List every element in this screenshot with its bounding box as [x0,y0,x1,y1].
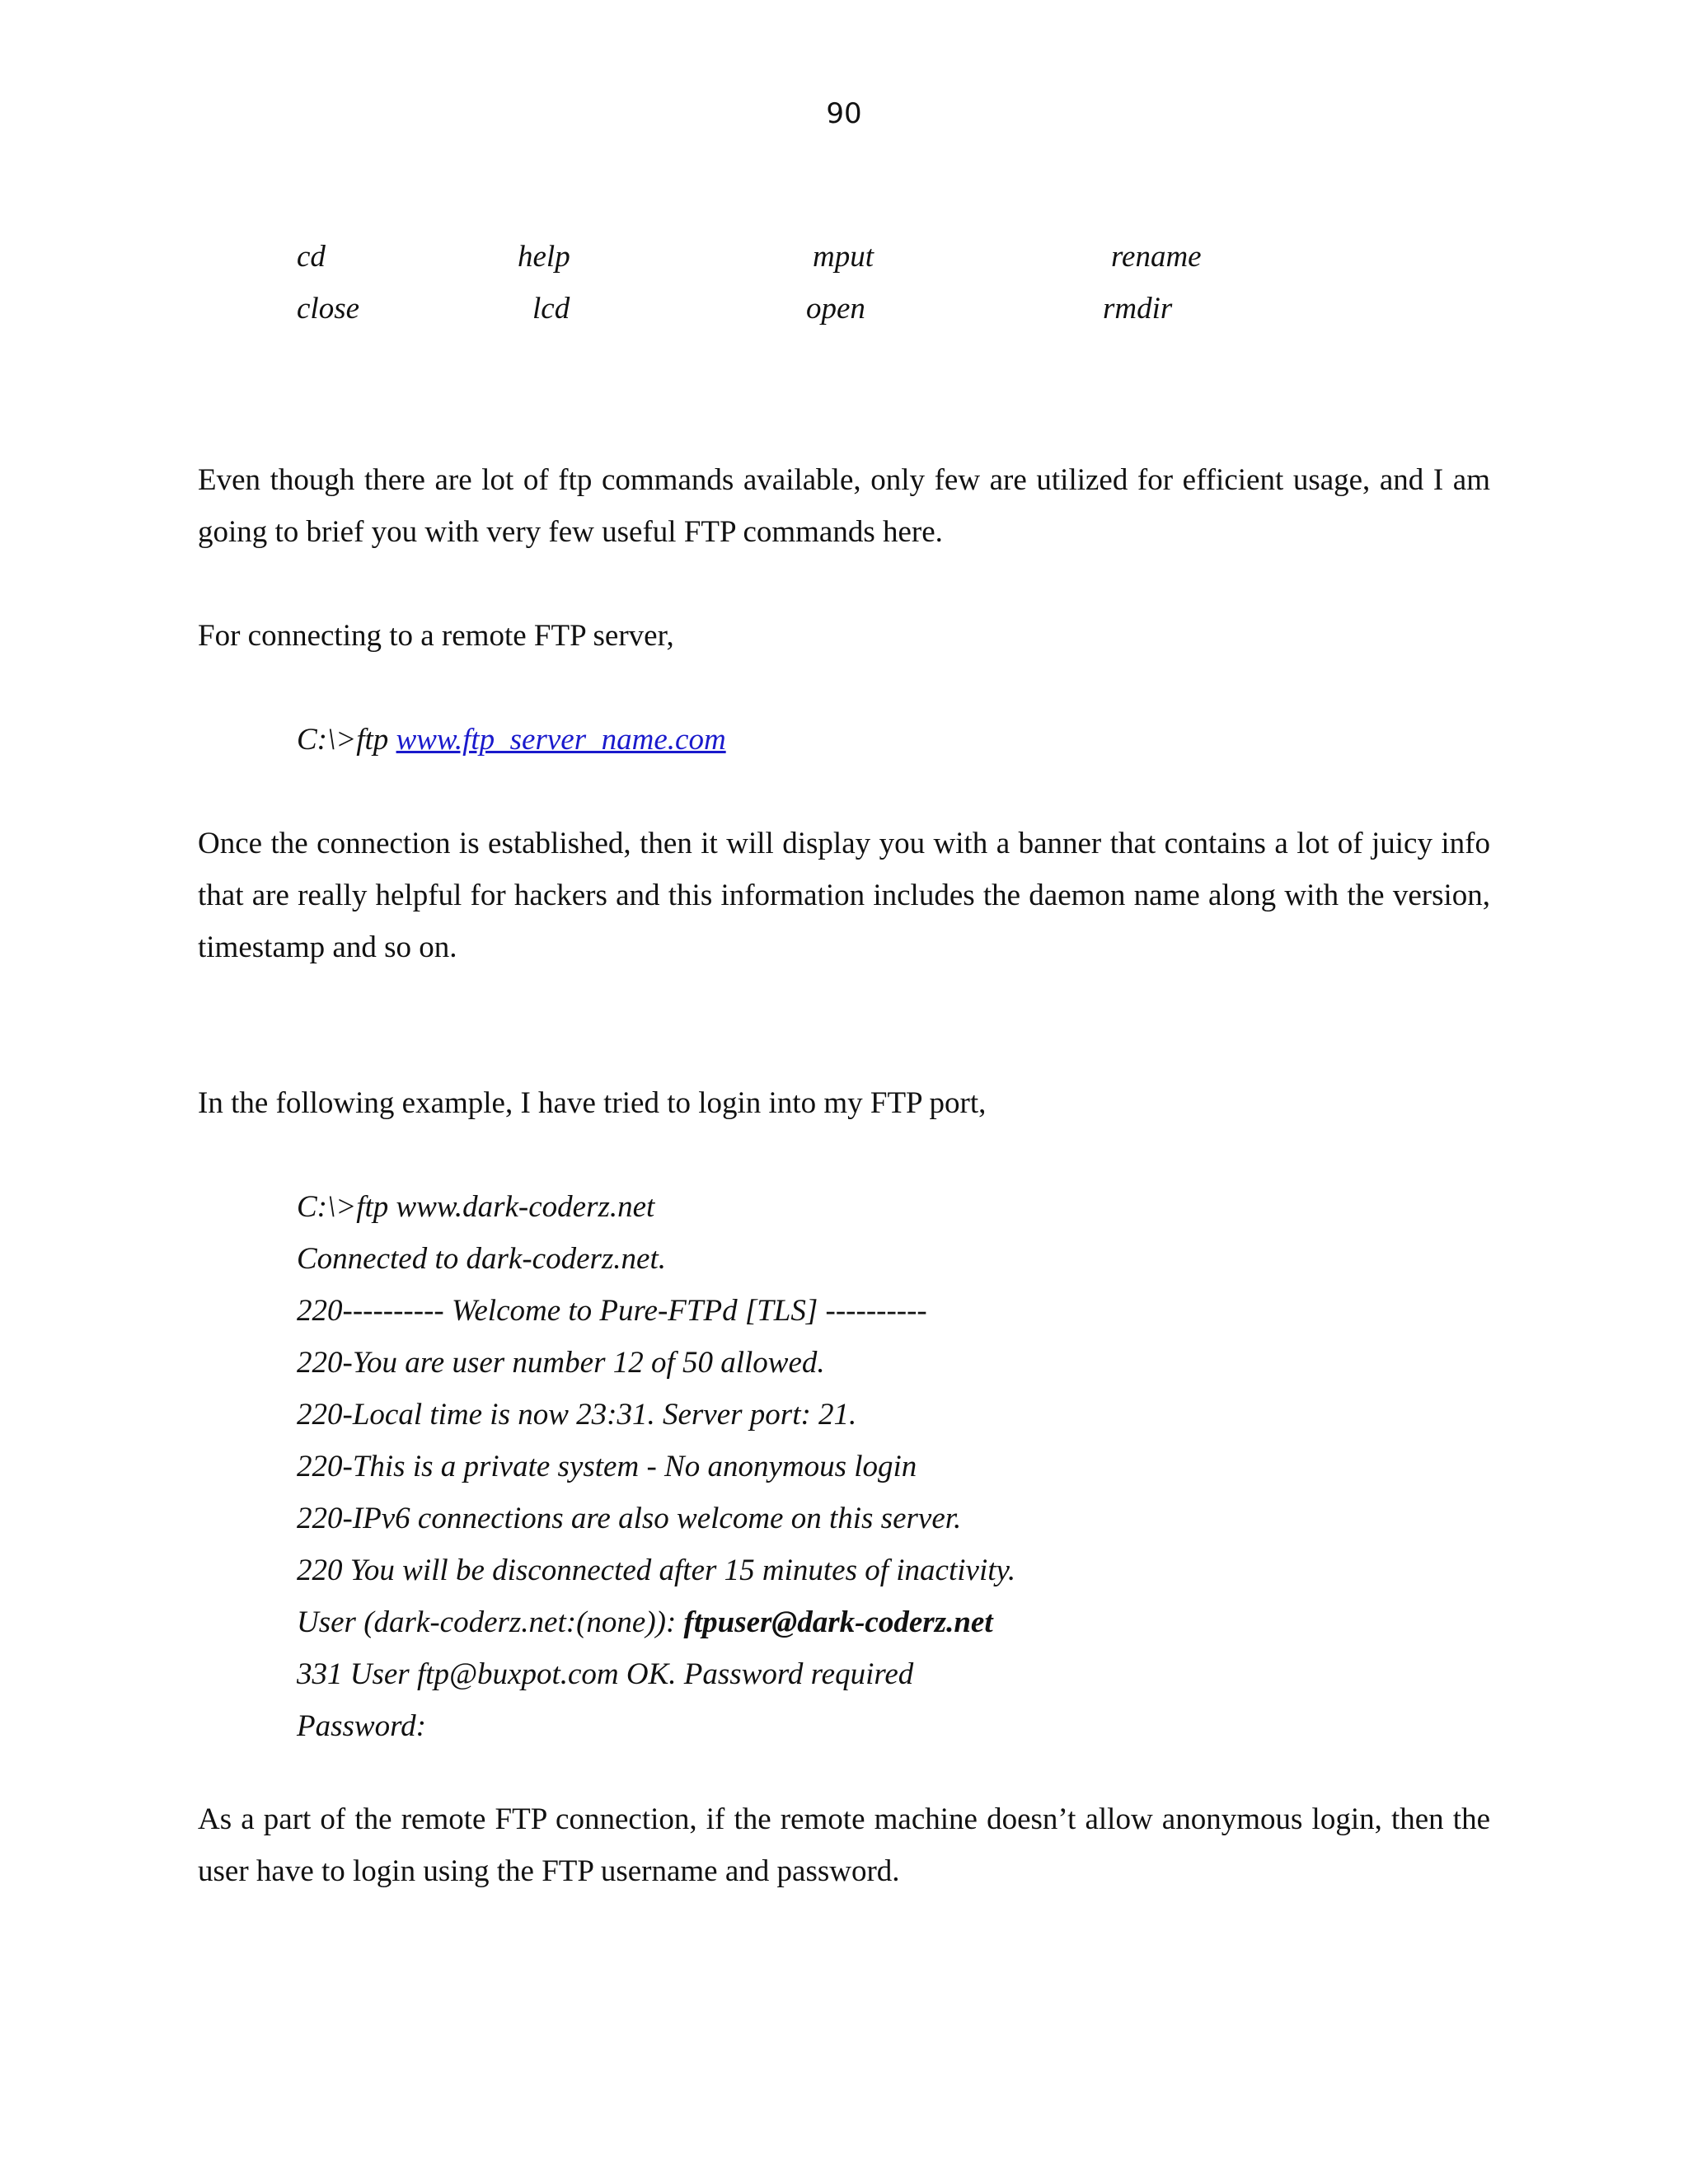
paragraph-line: Once the connection is established, then it will display you with a banner that contains a lot of juicy info [198,827,1490,860]
session-line: 220---------- Welcome to Pure-FTPd [TLS] ---------- [297,1294,927,1328]
command-open: open [806,292,865,326]
paragraph-line: For connecting to a remote FTP server, [198,619,674,653]
paragraph-ftp-commands-intro [198,454,1490,558]
paragraph-line: that are really helpful for hackers and this information includes the daemon name along with the version, [198,879,1490,912]
user-input: ftpuser@dark-coderz.net [683,1605,993,1639]
paragraph-line: As a part of the remote FTP connection, if the remote machine doesn’t allow anonymous login, then the [198,1802,1490,1836]
command-rename: rename [1111,240,1202,274]
session-line: 220-IPv6 connections are also welcome on this server. [297,1502,962,1535]
command-close: close [297,292,360,326]
ftp-server-link[interactable]: www.ftp_server_name.com [396,723,726,757]
paragraph-line: timestamp and so on. [198,930,457,964]
session-user-line [297,1596,1015,1648]
ftp-session-transcript [297,1181,1015,1752]
paragraph-line: going to brief you with very few useful FTP commands here. [198,515,943,549]
session-line: 220-Local time is now 23:31. Server port: 21. [297,1398,857,1432]
user-prompt: User (dark-coderz.net:(none)): [297,1605,684,1639]
command-cd: cd [297,240,326,274]
session-line: Connected to dark-coderz.net. [297,1242,666,1276]
paragraph-line: Even though there are lot of ftp commands available, only few are utilized for efficient usage, and I am [198,463,1490,497]
command-mput: mput [813,240,874,274]
paragraph-connecting [198,610,1490,662]
session-line: 220-This is a private system - No anonymous login [297,1450,917,1483]
command-help: help [518,240,570,274]
connect-example [297,714,726,766]
paragraph-banner-info [198,818,1490,973]
command-rmdir: rmdir [1103,292,1173,326]
session-line: 331 User ftp@buxpot.com OK. Password required [297,1657,914,1691]
paragraph-line: In the following example, I have tried to login into my FTP port, [198,1086,987,1120]
session-line: Password: [297,1709,426,1743]
page-number: 90 [826,97,862,130]
paragraph-example-intro [198,1077,1490,1129]
session-line: 220 You will be disconnected after 15 minutes of inactivity. [297,1554,1016,1587]
connect-command-prefix: C:\>ftp [297,723,396,757]
command-lcd: lcd [532,292,570,326]
paragraph-anonymous-login [198,1793,1490,1897]
session-line: C:\>ftp www.dark-coderz.net [297,1190,655,1224]
session-line: 220-You are user number 12 of 50 allowed. [297,1346,825,1380]
paragraph-line: user have to login using the FTP username and password. [198,1854,900,1888]
